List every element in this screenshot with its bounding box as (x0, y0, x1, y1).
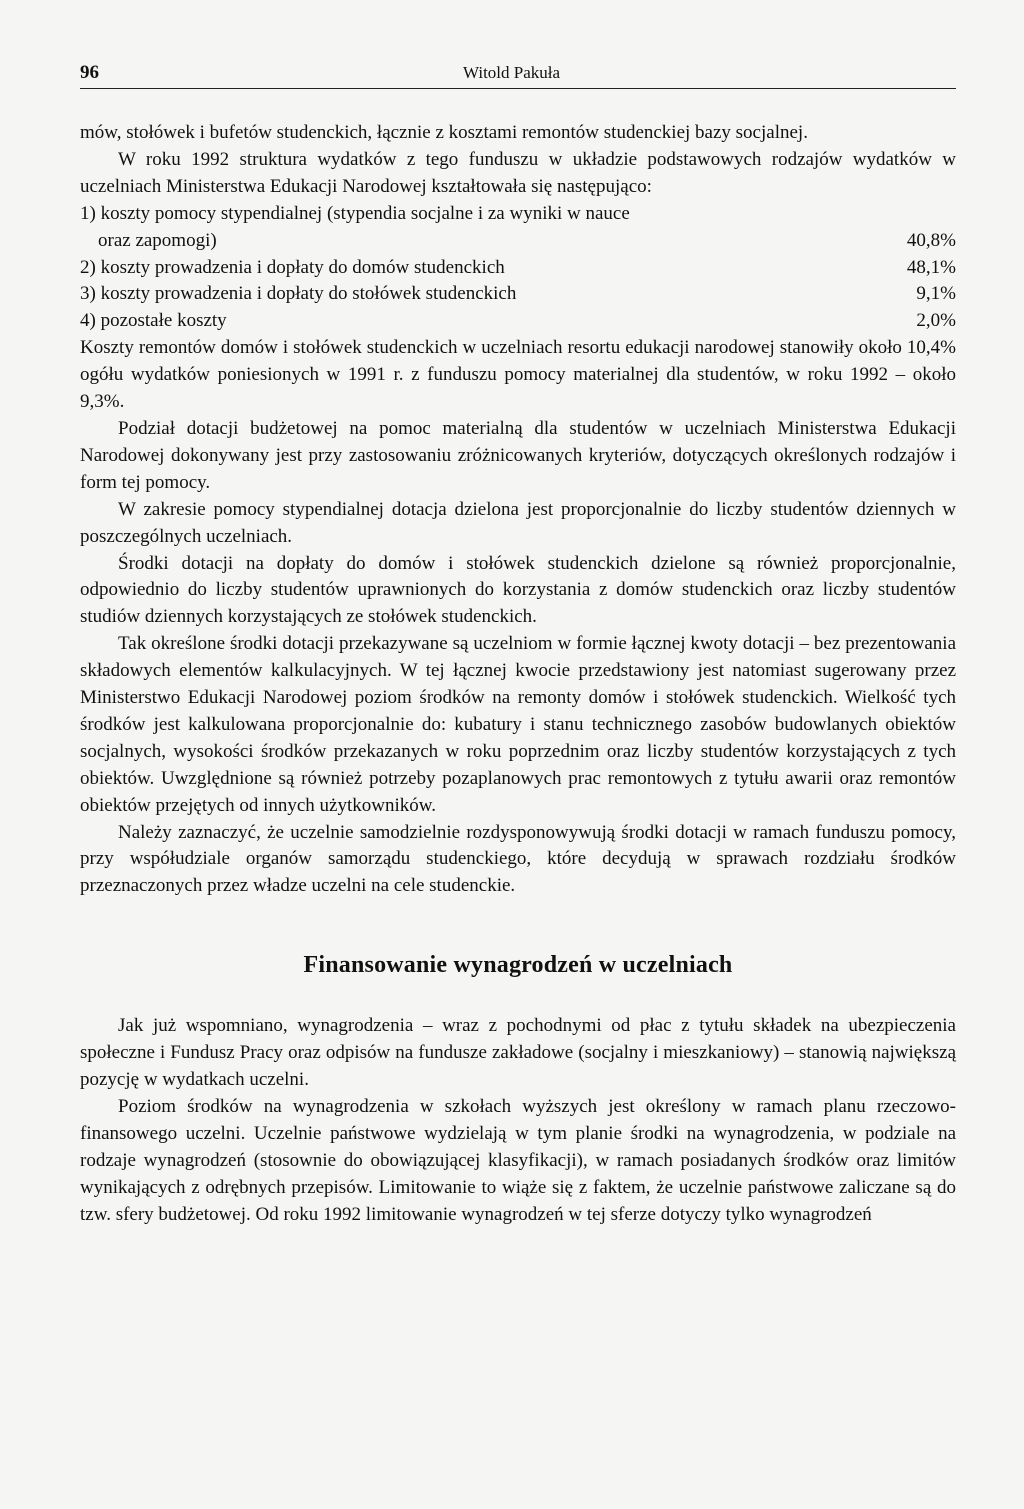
page-header (80, 60, 956, 89)
list-item (80, 281, 956, 308)
list-item-value: 2,0% (916, 310, 956, 332)
page-number: 96 (80, 62, 99, 83)
paragraph: Należy zaznaczyć, że uczelnie samodzielnie rozdysponowywują środki dotacji w ramach funduszu pomocy, przy współudziale organów samorządu studenckiego, które decydują w sprawach rozdziału środków przeznaczonych przez władze uczelni na cele studenckie. (80, 821, 956, 897)
list-item (80, 308, 956, 335)
paragraph: Jak już wspomniano, wynagrodzenia – wraz z pochodnymi od płac z tytułu składek na ubezpieczenia społeczne i Fundusz Pracy oraz odpisów na fundusze zakładowe (socjalny i mieszkaniowy) – stanowią największą pozycję w wydatkach uczelni. (80, 1015, 956, 1090)
running-head-author: Witold Pakuła (463, 63, 561, 82)
cost-list (80, 201, 956, 336)
list-item-label: 1) koszty pomocy stypendialnej (stypendia socjalne i za wyniki w nauce (80, 202, 630, 224)
paragraph: Tak określone środki dotacji przekazywane są uczelniom w formie łącznej kwoty dotacji – bez prezentowania składowych elementów kalkulacyjnych. W tej łącznej kwocie przedstawiony jest natomiast sugerowany przez Ministerstwo Edukacji Narodowej poziom środków na remonty domów i stołówek studenckich. Wielkość tych środków jest kalkulowana proporcjonalnie do: kubatury i stanu technicznego zasobów budowlanych obiektów socjalnych, wysokości środków przekazanych w roku poprzednim oraz liczby studentów korzystających z tych obiektów. Uwzględnione są również potrzeby pozaplanowych prac remontowych z tytułu awarii oraz remontów obiektów przejętych od innych użytkowników. (80, 633, 956, 816)
paragraph: Środki dotacji na dopłaty do domów i stołówek studenckich dzielone są również proporcjonalnie, odpowiednio do liczby studentów uprawnionych do korzystania z domów studenckich oraz liczby studentów studiów dziennych korzystających ze stołówek studenckich. (80, 552, 956, 628)
paragraph: W roku 1992 struktura wydatków z tego funduszu w układzie podstawowych rodzajów wydatków w uczelniach Ministerstwa Edukacji Narodowej kształtowała się następująco: (80, 148, 956, 197)
list-item-value: 40,8% (906, 229, 956, 251)
list-item-label: 4) pozostałe koszty (80, 310, 227, 332)
list-item-value: 48,1% (906, 256, 956, 278)
section-heading: Finansowanie wynagrodzeń w uczelniach (303, 952, 733, 979)
paragraph: Poziom środków na wynagrodzenia w szkołach wyższych jest określony w ramach planu rzeczowo-finansowego uczelni. Uczelnie państwowe wydzielają w tym planie środki na wynagrodzenia, w podziale na rodzaje wynagrodzeń (stosownie do obowiązującej klasyfikacji), w ramach posiadanych środków oraz limitów wynikających z odrębnych przepisów. Limitowanie to wiąże się z faktem, że uczelnie państwowe zaliczane są do tzw. sfery budżetowej. Od roku 1992 limitowanie wynagrodzeń w tej sferze dotyczy tylko wynagrodzeń (80, 1095, 956, 1225)
paragraph: Koszty remontów domów i stołówek studenckich w uczelniach resortu edukacji narodowej stanowiły około 10,4% ogółu wydatków poniesionych w 1991 r. z funduszu pomocy materialnej dla studentów, w roku 1992 – około 9,3%. (80, 337, 956, 413)
list-item (80, 201, 956, 255)
list-item-label: 2) koszty prowadzenia i dopłaty do domów studenckich (80, 256, 505, 278)
list-item (80, 255, 956, 282)
paragraph: Podział dotacji budżetowej na pomoc materialną dla studentów w uczelniach Ministerstwa Edukacji Narodowej dokonywany jest przy zastosowaniu zróżnicowanych kryteriów, dotyczących określonych rodzajów i form tej pomocy. (80, 417, 956, 493)
paragraph-continued: mów, stołówek i bufetów studenckich, łącznie z kosztami remontów studenckiej bazy socjalnej. (80, 122, 808, 143)
page-content (80, 120, 956, 1228)
paragraph: W zakresie pomocy stypendialnej dotacja dzielona jest proporcjonalnie do liczby studentów dziennych w poszczególnych uczelniach. (80, 498, 956, 547)
list-item-value: 9,1% (916, 283, 956, 305)
list-item-label: 3) koszty prowadzenia i dopłaty do stołówek studenckich (80, 283, 517, 305)
list-item-label-continued: oraz zapomogi) (98, 229, 217, 251)
